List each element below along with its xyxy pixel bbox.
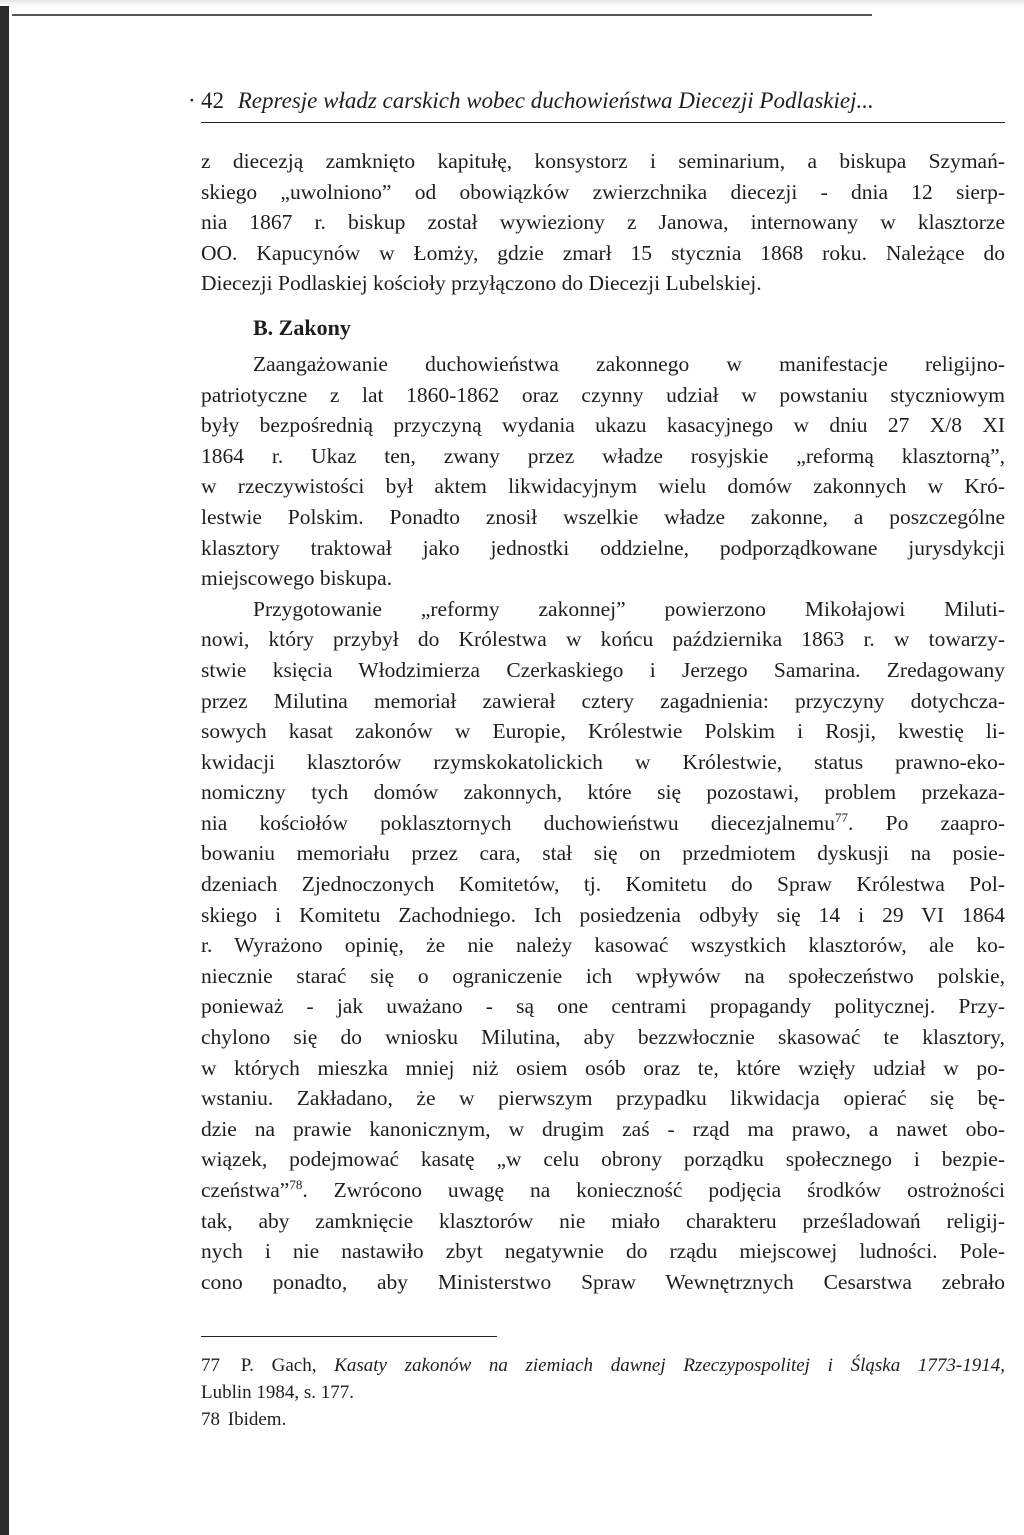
text-line: nia 1867 r. biskup został wywieziony z Janowa, internowany w klasztorze xyxy=(201,210,1005,235)
text-line: kwidacji klasztorów rzymskokatolickich w Królestwie, status prawno-eko- xyxy=(201,749,1005,774)
footnotes xyxy=(201,1352,1005,1433)
scan-shadow-top xyxy=(0,0,1024,6)
text-line: tak, aby zamknięcie klasztorów nie miało charakteru prześladowań religij- xyxy=(201,1208,1005,1233)
text-line: Zaangażowanie duchowieństwa zakonnego w manifestacje religijno- xyxy=(253,351,1005,376)
text-line: w których mieszka mniej niż osiem osób oraz te, które wzięły udział w po- xyxy=(201,1055,1005,1080)
footnote-author: P. Gach, xyxy=(240,1355,317,1376)
paragraph-2 xyxy=(201,349,1005,594)
text-line: sowych kasat zakonów w Europie, Królestwie Polskim i Rosji, kwestię li- xyxy=(201,719,1005,744)
text-line: w rzeczywistości był aktem likwidacyjnym wielu domów zakonnych w Kró- xyxy=(201,474,1005,499)
text-segment: nia kościołów poklasztornych duchowieństwu diecezjalnemu xyxy=(201,810,836,835)
footnote-77 xyxy=(201,1352,1005,1379)
section-heading: B. Zakony xyxy=(253,314,351,340)
text-line: bowaniu memoriału przez cara, stał się on przedmiotem dyskusji na posie- xyxy=(201,841,1005,866)
text-segment: . Zwrócono uwagę na konieczność podjęcia środków ostrożności xyxy=(302,1178,1005,1202)
text-line: klasztory traktował jako jednostki oddzielne, podporządkowane jurysdykcji xyxy=(201,535,1005,560)
text-line: nomiczny tych domów zakonnych, które się pozostawi, problem przekaza- xyxy=(201,780,1005,805)
text-line: ponieważ - jak uważano - są one centrami propagandy politycznej. Przy- xyxy=(201,994,1005,1019)
text-line: cono ponadto, aby Ministerstwo Spraw Wewnętrznych Cesarstwa zebrało xyxy=(201,1269,1005,1294)
text-segment: czeństwa” xyxy=(201,1178,290,1202)
footnote-title: Kasaty zakonów na ziemiach dawnej Rzeczypospolitej i Śląska 1773-1914, xyxy=(334,1355,1006,1376)
text-line: OO. Kapucynów w Łomży, gdzie zmarł 15 stycznia 1868 roku. Należące do xyxy=(201,240,1005,265)
text-line: r. Wyrażono opinię, że nie należy kasować wszystkich klasztorów, ale ko- xyxy=(201,933,1005,958)
running-head xyxy=(188,86,1005,116)
text-line: skiego „uwolniono” od obowiązków zwierzchnika diecezji - dnia 12 sierp- xyxy=(201,179,1005,204)
margin-mark: · xyxy=(188,88,196,113)
text-line: z diecezją zamknięto kapitułę, konsystorz i seminarium, a biskupa Szymań- xyxy=(201,149,1005,173)
text-line: były bezpośrednią przyczyną wydania ukazu kasacyjnego w dniu 27 X/8 XI xyxy=(201,413,1005,438)
text-line: dzie na prawie kanonicznym, w drugim zaś - rząd ma prawo, a nawet obo- xyxy=(201,1116,1005,1141)
text-line: miejscowego biskupa. xyxy=(201,566,393,591)
scan-artifact-line xyxy=(12,14,872,16)
body-text xyxy=(201,146,1005,1297)
text-line: patriotyczne z lat 1860-1862 oraz czynny udział w powstaniu styczniowym xyxy=(201,382,1005,407)
footnote-number: 78 xyxy=(201,1409,220,1430)
text-line: 1864 r. Ukaz ten, zwany przez władze rosyjskie „reformą klasztorną”, xyxy=(201,443,1005,468)
text-line: skiego i Komitetu Zachodniego. Ich posiedzenia odbyły się 14 i 29 VI 1864 xyxy=(201,902,1005,927)
running-head-rule xyxy=(201,122,1005,123)
text-line: przez Milutina memoriał zawierał cztery zagadnienia: przyczyny dotychcza- xyxy=(201,688,1005,713)
scan-shadow-left xyxy=(0,0,9,1535)
text-line: stwie księcia Włodzimierza Czerkaskiego i Jerzego Samarina. Zredagowany xyxy=(201,657,1005,682)
text-line: wstaniu. Zakładano, że w pierwszym przypadku likwidacja opierać się bę- xyxy=(201,1086,1005,1111)
footnote-text: Ibidem. xyxy=(227,1409,287,1430)
text-line: wiązek, podejmować kasatę „w celu obrony porządku społecznego i bezpie- xyxy=(201,1147,1005,1172)
running-head-title: Represje władz carskich wobec duchowieństwa Diecezji Podlaskiej... xyxy=(237,88,874,113)
text-line: Diecezji Podlaskiej kościoły przyłączono do Diecezji Lubelskiej. xyxy=(201,271,762,296)
text-segment: . Po zaapro- xyxy=(848,810,1005,835)
text-line: dzeniach Zjednoczonych Komitetów, tj. Komitetu do Spraw Królestwa Pol- xyxy=(201,872,1005,897)
text-line: nowi, który przybył do Królestwa w końcu października 1863 r. w towarzy- xyxy=(201,627,1005,652)
paragraph-3 xyxy=(201,594,1005,1298)
footnote-ref-78[interactable]: 78 xyxy=(289,1176,303,1192)
text-line xyxy=(201,808,1005,839)
footnote-ref-77[interactable]: 77 xyxy=(835,809,849,825)
footnote-78 xyxy=(201,1406,1005,1433)
text-line: lestwie Polskim. Ponadto znosił wszelkie władze zakonne, a poszczególne xyxy=(201,504,1005,529)
footnote-77-continued: Lublin 1984, s. 177. xyxy=(201,1382,355,1403)
text-line: chylono się do wniosku Milutina, aby bezzwłocznie skasować te klasztory, xyxy=(201,1025,1005,1050)
text-line: nych i nie nastawiło zbyt negatywnie do rządu miejscowej ludności. Pole- xyxy=(201,1239,1005,1264)
paragraph-1 xyxy=(201,146,1005,299)
footnote-number: 77 xyxy=(201,1355,220,1376)
page-number: 42 xyxy=(201,88,224,113)
footnote-rule xyxy=(201,1336,497,1337)
text-line: niecznie starać się o ograniczenie ich wpływów na społeczeństwo polskie, xyxy=(201,963,1005,988)
text-line xyxy=(201,1175,1005,1206)
text-line: Przygotowanie „reformy zakonnej” powierzono Mikołajowi Miluti- xyxy=(253,596,1005,621)
